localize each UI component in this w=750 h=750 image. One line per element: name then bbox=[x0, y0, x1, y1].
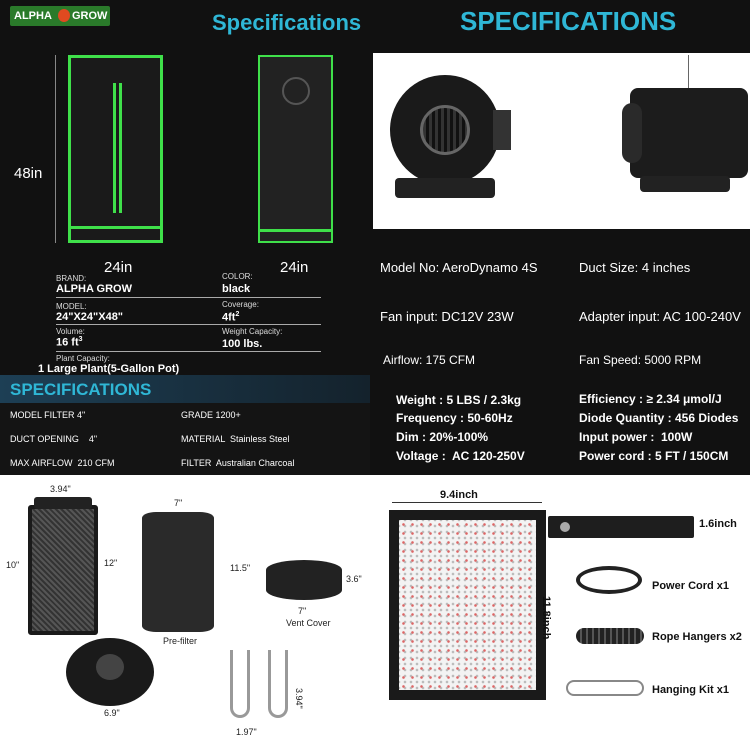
logo-text-right: GROW bbox=[72, 10, 108, 22]
brand-logo bbox=[10, 6, 110, 26]
hanging-kit-image bbox=[566, 680, 644, 696]
driver-knob-icon bbox=[560, 522, 570, 532]
light-depth-dim: 1.6inch bbox=[699, 518, 737, 530]
light-diode-quantity: Diode Quantity : 456 Diodes bbox=[579, 411, 739, 425]
tent-side-width-label: 24in bbox=[280, 259, 309, 276]
light-input-power: Input power : 100W bbox=[579, 430, 693, 444]
hanging-kit-label: Hanging Kit x1 bbox=[652, 684, 730, 696]
filter-max-airflow: MAX AIRFLOW 210 CFM bbox=[10, 458, 115, 468]
light-width-line bbox=[392, 502, 542, 503]
pre-filter-top-dim: 7" bbox=[174, 498, 183, 508]
volume-label: Volume: bbox=[56, 327, 85, 336]
tent-bottom-band bbox=[71, 226, 160, 229]
fan-front-duct bbox=[493, 110, 511, 150]
filter-type: FILTER Australian Charcoal bbox=[181, 458, 295, 468]
filter-material: MATERIAL Stainless Steel bbox=[181, 434, 290, 444]
light-efficiency: Efficiency : ≥ 2.34 μmol/J bbox=[579, 392, 722, 406]
divider bbox=[56, 297, 321, 298]
fan-grille-icon bbox=[420, 105, 470, 155]
flange-cone bbox=[96, 654, 124, 680]
vent-cover-label: Vent Cover bbox=[286, 618, 331, 628]
logo-text-left: ALPHA bbox=[14, 10, 52, 22]
filter-duct-opening: DUCT OPENING 4" bbox=[10, 434, 98, 444]
light-power-cord: Power cord : 5 FT / 150CM bbox=[579, 449, 729, 463]
fan-duct-size: Duct Size: 4 inches bbox=[579, 260, 691, 275]
vent-cover-image bbox=[266, 560, 342, 600]
hook-height-dim: 3.94" bbox=[294, 688, 304, 709]
model-label: MODEL: bbox=[56, 302, 87, 311]
tent-zipper-left bbox=[113, 83, 116, 213]
power-cord-image bbox=[576, 566, 642, 594]
carbon-top-dim: 3.94" bbox=[50, 484, 71, 494]
hook-width-dim: 1.97" bbox=[236, 727, 257, 737]
light-width-dim: 9.4inch bbox=[440, 489, 478, 501]
tent-zipper-right bbox=[119, 83, 122, 213]
driver-image bbox=[548, 516, 694, 538]
grow-light-board bbox=[399, 520, 536, 690]
tent-height-label: 48in bbox=[14, 165, 43, 182]
fan-front-image bbox=[390, 75, 500, 185]
light-voltage: Voltage : AC 120-250V bbox=[396, 449, 525, 463]
coverage-value: $4ft^2$ bbox=[222, 311, 240, 324]
volume-value: 16 $ft^3$ bbox=[56, 336, 83, 349]
hook-image-right bbox=[268, 650, 288, 718]
fan-title: SPECIFICATIONS bbox=[460, 6, 677, 36]
rope-hangers-image bbox=[576, 628, 644, 644]
color-value: black bbox=[222, 283, 251, 295]
hook-image-left bbox=[230, 650, 250, 718]
weight-capacity-value: 100 lbs. bbox=[222, 338, 263, 350]
filter-model: MODEL FILTER 4" bbox=[10, 410, 86, 420]
pre-filter-right-dim: 11.5" bbox=[230, 563, 251, 573]
vent-cover-right-dim: 3.6" bbox=[346, 574, 362, 584]
logo-flame-icon bbox=[58, 9, 70, 22]
tent-title: Specifications bbox=[212, 10, 362, 35]
divider bbox=[56, 324, 321, 325]
fan-speed: Fan Speed: 5000 RPM bbox=[579, 353, 702, 367]
pre-filter-image bbox=[142, 512, 214, 632]
carbon-filter-image bbox=[28, 505, 98, 635]
filter-title: SPECIFICATIONS bbox=[10, 380, 152, 399]
vent-cover-bottom-dim: 7" bbox=[298, 606, 307, 616]
grow-light-panel bbox=[389, 510, 546, 700]
plant-capacity-label: Plant Capacity: bbox=[56, 354, 110, 363]
weight-capacity-label: Weight Capacity: bbox=[222, 327, 283, 336]
light-weight: Weight : 5 LBS / 2.3kg bbox=[396, 393, 522, 407]
tent-vent-icon bbox=[282, 77, 310, 105]
model-value: 24"X24"X48" bbox=[56, 311, 124, 323]
fan-side-end bbox=[622, 103, 642, 163]
brand-label: BRAND: bbox=[56, 274, 87, 283]
divider bbox=[56, 351, 321, 352]
carbon-right-dim: 12" bbox=[104, 558, 118, 568]
light-height-dim: 11.8inch bbox=[540, 596, 552, 640]
color-label: COLOR: bbox=[222, 272, 253, 281]
tent-front-image bbox=[68, 55, 163, 243]
carbon-left-dim: 10" bbox=[6, 560, 20, 570]
fan-adapter-input: Adapter input: AC 100-240V bbox=[579, 309, 741, 324]
power-cord-label: Power Cord x1 bbox=[652, 580, 730, 592]
fan-input: Fan input: DC12V 23W bbox=[380, 309, 514, 324]
tent-side-band bbox=[260, 229, 331, 232]
carbon-filter-top bbox=[34, 497, 92, 509]
coverage-label: Coverage: bbox=[222, 300, 259, 309]
flange-dim: 6.9" bbox=[104, 708, 120, 718]
tent-side-image bbox=[258, 55, 333, 243]
light-frequency: Frequency : 50-60Hz bbox=[396, 411, 513, 425]
rope-hangers-label: Rope Hangers x2 bbox=[652, 631, 742, 643]
fan-airflow: Airflow: 175 CFM bbox=[383, 353, 476, 367]
brand-value: ALPHA GROW bbox=[56, 283, 132, 295]
pre-filter-label: Pre-filter bbox=[163, 636, 198, 646]
fan-side-base bbox=[640, 176, 730, 192]
fan-model: Model No: AeroDynamo 4S bbox=[380, 260, 538, 275]
fan-front-base bbox=[395, 178, 495, 198]
filter-grade: GRADE 1200+ bbox=[181, 410, 241, 420]
plant-capacity-value: 1 Large Plant(5-Gallon Pot) bbox=[38, 363, 180, 375]
fan-side-image bbox=[630, 88, 748, 178]
light-dim: Dim : 20%-100% bbox=[396, 430, 489, 444]
tent-height-line bbox=[55, 55, 56, 243]
tent-front-width-label: 24in bbox=[104, 259, 133, 276]
fan-hanger-wire bbox=[688, 55, 689, 90]
